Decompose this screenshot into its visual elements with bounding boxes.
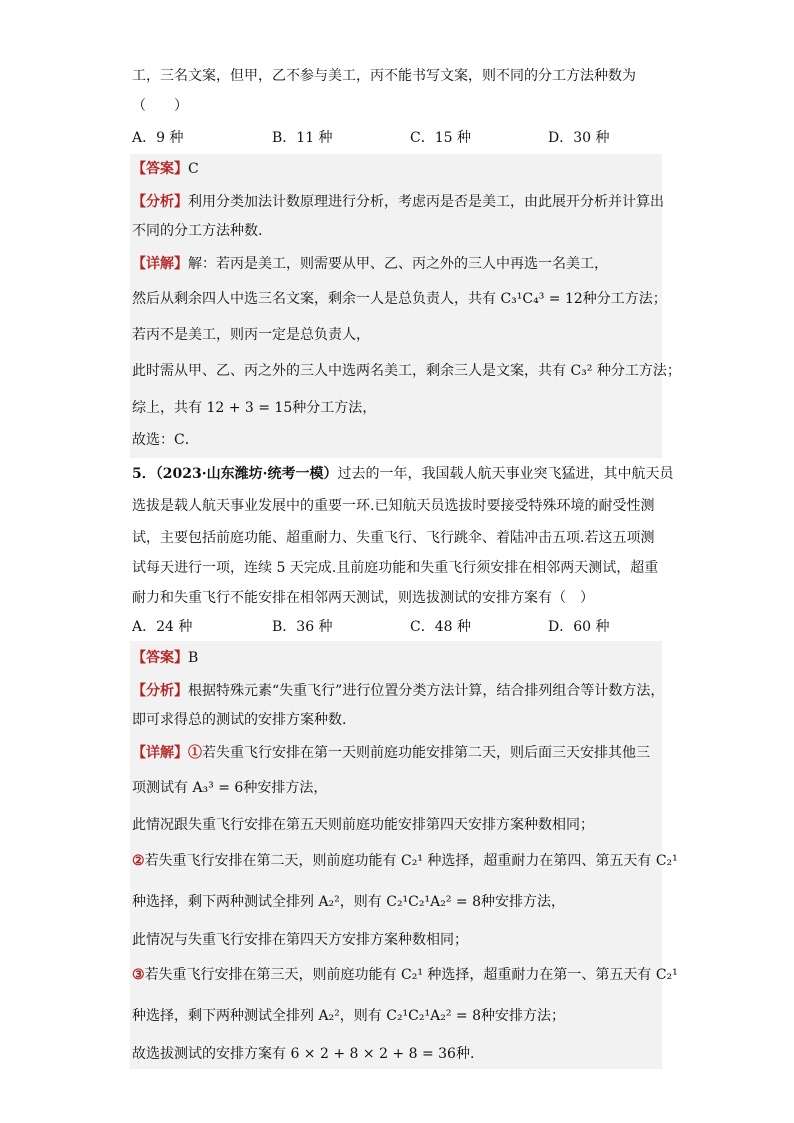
q5-option-a: A．24 种 xyxy=(132,619,193,635)
q5-stem-line-3: 试，主要包括前庭功能、超重耐力、失重飞行、飞行跳伞、着陆冲击五项.若这五项测 xyxy=(132,530,655,546)
analysis-text: 根据特殊元素“失重飞行”进行位置分类方法计算，结合排列组合等计数方法， xyxy=(188,683,665,699)
q5-detail-line-9: 故选拔测试的安排方案有 6 × 2 + 8 × 2 + 8 = 36种. xyxy=(132,1046,475,1062)
q5-stem-text: 过去的一年，我国载人航天事业突飞猛进，其中航天员 xyxy=(337,466,674,482)
q4-detail-line-5: 综上，共有 12 + 3 = 15种分工方法， xyxy=(132,400,377,416)
answer-value: B xyxy=(188,650,199,666)
analysis-text: 利用分类加法计数原理进行分析，考虑丙是否是美工，由此展开分析并计算出 xyxy=(188,194,664,210)
q5-stem-line-1 xyxy=(132,464,673,484)
answer-value: C xyxy=(188,161,199,177)
q5-stem-line-5: 耐力和失重飞行不能安排在相邻两天测试，则选拔测试的安排方案有（ ） xyxy=(132,590,594,606)
q4-detail-line-3: 若丙不是美工，则丙一定是总负责人， xyxy=(132,327,370,343)
detail-text: 若失重飞行安排在第一天则前庭功能安排第二天，则后面三天安排其他三 xyxy=(202,745,650,761)
q4-analysis-line-2: 不同的分工方法种数. xyxy=(132,223,263,239)
q4-detail-line-6: 故选：C． xyxy=(132,432,199,448)
detail-text: 若失重飞行安排在第三天，则前庭功能有 C₂¹ 种选择，超重耐力在第一、第五天有 C₂¹ xyxy=(144,967,678,983)
q5-analysis-line-1 xyxy=(132,681,664,701)
q5-detail-line-7 xyxy=(132,965,678,985)
answer-tag: 【答案】 xyxy=(132,650,188,666)
q5-answer xyxy=(132,648,198,668)
q5-detail-line-3: 此情况跟失重飞行安排在第五天则前庭功能安排第四天安排方案种数相同； xyxy=(132,817,594,833)
q4-stem-paren: （ ） xyxy=(132,98,188,114)
q5-source: （2023·山东潍坊·统考一模） xyxy=(155,466,338,482)
q4-option-d: D．30 种 xyxy=(548,130,610,146)
q5-detail-line-1 xyxy=(132,743,650,763)
analysis-tag: 【分析】 xyxy=(132,194,188,210)
q4-stem-line: 工，三名文案，但甲，乙不参与美工，丙不能书写文案，则不同的分工方法种数为 xyxy=(132,68,636,84)
q5-detail-line-8: 种选择，剩下两种测试全排列 A₂²，则有 C₂¹C₂¹A₂² = 8种安排方法； xyxy=(132,1008,565,1024)
detail-text: 若失重飞行安排在第二天，则前庭功能有 C₂¹ 种选择，超重耐力在第四、第五天有 C₂¹ xyxy=(144,853,678,869)
answer-tag: 【答案】 xyxy=(132,161,188,177)
q4-detail-line-2: 然后从剩余四人中选三名文案，剩余一人是总负责人，共有 C₃¹C₄³ = 12种分工方法； xyxy=(132,291,667,307)
analysis-tag: 【分析】 xyxy=(132,683,188,699)
q5-stem-line-4: 试每天进行一项，连续 5 天完成.且前庭功能和失重飞行须安排在相邻两天测试，超重 xyxy=(132,560,659,576)
q5-detail-line-6: 此情况与失重飞行安排在第四天方安排方案种数相同； xyxy=(132,932,468,948)
case-marker-2: ② xyxy=(132,853,145,869)
q5-stem-line-2: 选拔是载人航天事业发展中的重要一环.已知航天员选拔时要接受特殊环境的耐受性测 xyxy=(132,498,655,514)
q5-option-b: B．36 种 xyxy=(272,619,333,635)
q5-analysis-line-2: 即可求得总的测试的安排方案种数. xyxy=(132,712,347,728)
q5-detail-line-2: 项测试有 A₃³ = 6种安排方法， xyxy=(132,780,328,796)
q5-option-d: D．60 种 xyxy=(548,619,610,635)
q5-option-c: C．48 种 xyxy=(410,619,471,635)
q5-detail-line-4 xyxy=(132,851,678,871)
q4-analysis-line-1 xyxy=(132,192,664,212)
q4-option-c: C．15 种 xyxy=(410,130,471,146)
q5-detail-line-5: 种选择，剩下两种测试全排列 A₂²，则有 C₂¹C₂¹A₂² = 8种安排方法， xyxy=(132,894,565,910)
detail-text: 解：若丙是美工，则需要从甲、乙、丙之外的三人中再选一名美工， xyxy=(188,256,608,272)
q4-detail-line-4: 此时需从甲、乙、丙之外的三人中选两名美工，剩余三人是文案，共有 C₃² 种分工方法； xyxy=(132,363,681,379)
q4-detail-line-1 xyxy=(132,254,608,274)
q4-option-b: B．11 种 xyxy=(272,130,333,146)
detail-tag: 【详解】 xyxy=(132,745,188,761)
q4-option-a: A．9 种 xyxy=(132,130,184,146)
detail-tag: 【详解】 xyxy=(132,256,188,272)
q5-number: 5． xyxy=(132,466,156,482)
case-marker-1: ① xyxy=(188,745,202,761)
case-marker-3: ③ xyxy=(132,967,145,983)
q4-answer xyxy=(132,159,199,179)
